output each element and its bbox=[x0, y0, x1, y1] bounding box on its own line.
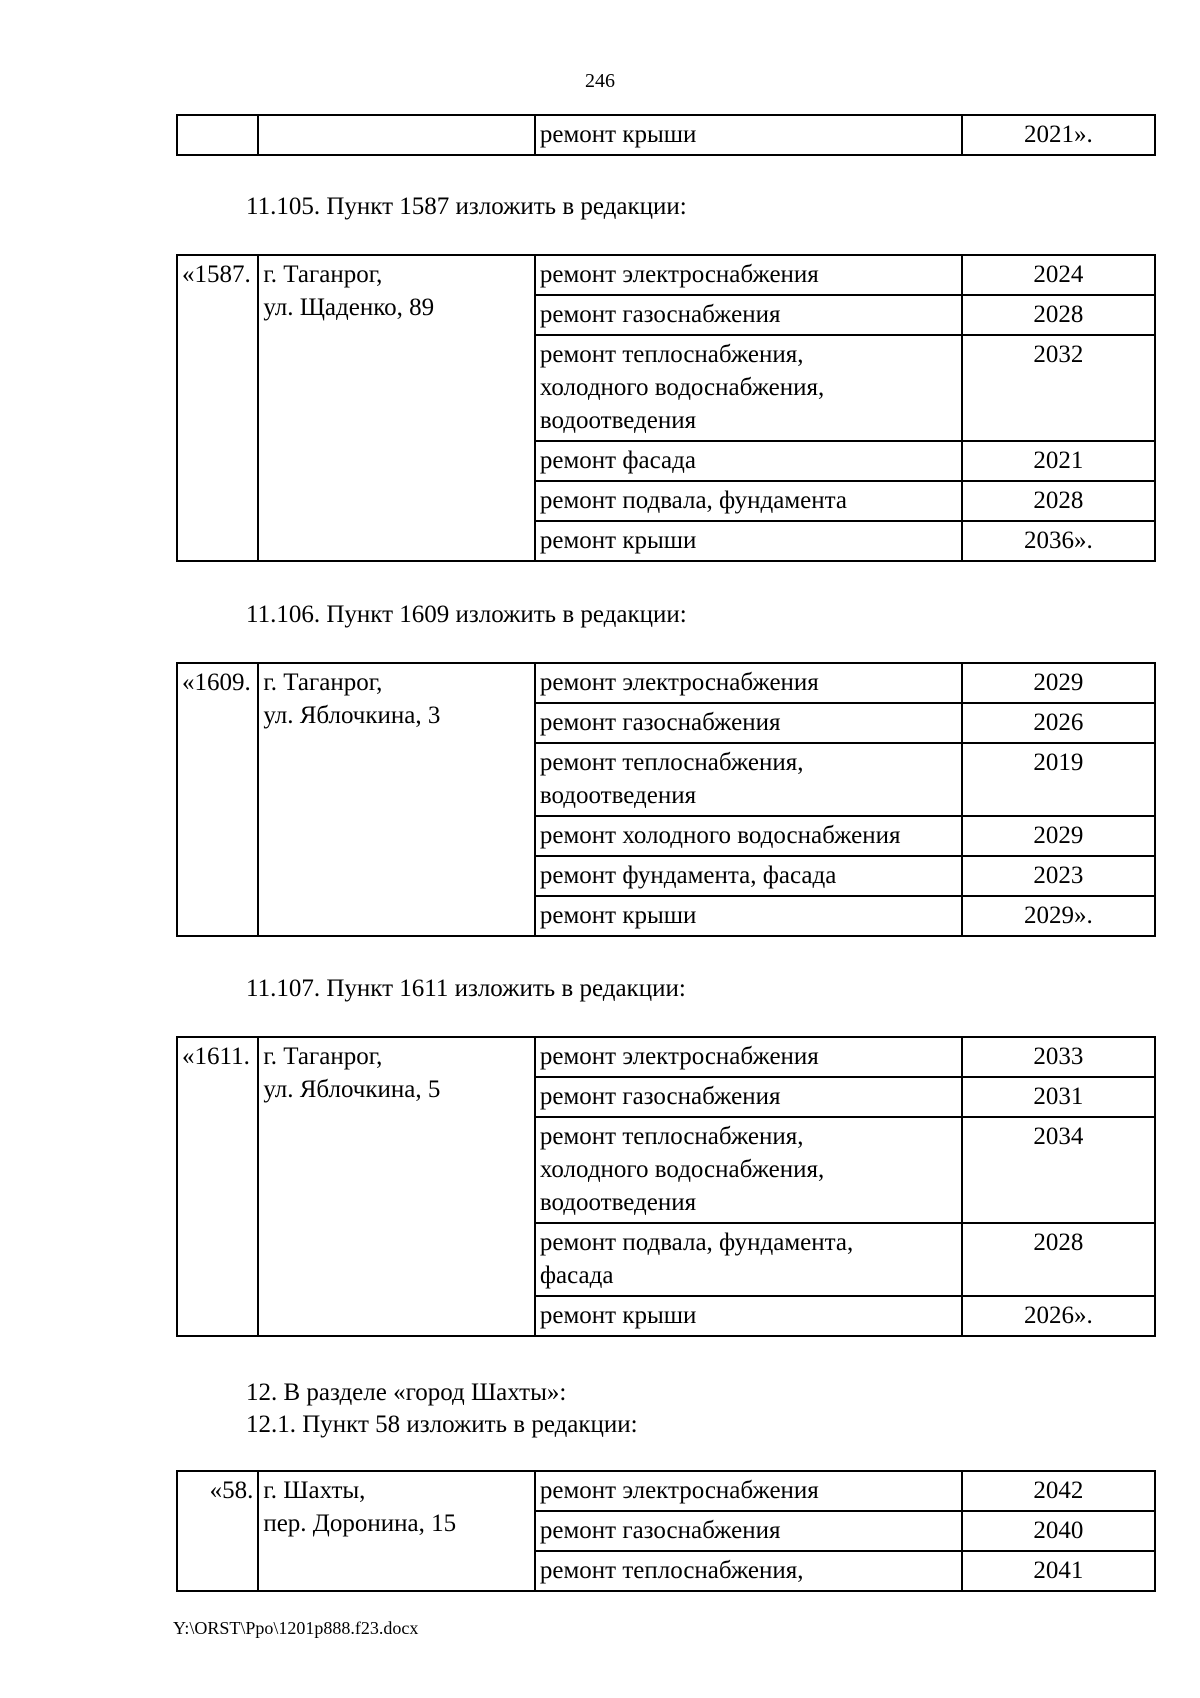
year-cell: 2040 bbox=[962, 1511, 1155, 1551]
year-cell: 2034 bbox=[962, 1117, 1155, 1223]
table-item-1609 bbox=[176, 662, 1156, 937]
year-cell: 2019 bbox=[962, 743, 1155, 816]
year-cell: 2033 bbox=[962, 1037, 1155, 1077]
work-cell: ремонт газоснабжения bbox=[535, 1077, 962, 1117]
work-cell: ремонт теплоснабжения, холодного водоснабжения, водоотведения bbox=[535, 335, 962, 441]
year-cell: 2041 bbox=[962, 1551, 1155, 1591]
year-cell: 2028 bbox=[962, 1223, 1155, 1296]
year-cell: 2042 bbox=[962, 1471, 1155, 1511]
address-cell bbox=[258, 115, 535, 155]
table-row bbox=[177, 255, 1155, 295]
work-cell: ремонт теплоснабжения, водоотведения bbox=[535, 743, 962, 816]
year-cell: 2029 bbox=[962, 663, 1155, 703]
item-address: г. Таганрог, ул. Яблочкина, 3 bbox=[258, 663, 535, 936]
work-cell: ремонт крыши bbox=[535, 521, 962, 561]
work-cell: ремонт фасада bbox=[535, 441, 962, 481]
year-cell: 2036». bbox=[962, 521, 1155, 561]
year-cell: 2026 bbox=[962, 703, 1155, 743]
heading-item-1611: 11.107. Пункт 1611 изложить в редакции: bbox=[246, 975, 686, 1002]
year-cell: 2032 bbox=[962, 335, 1155, 441]
work-cell: ремонт газоснабжения bbox=[535, 703, 962, 743]
work-cell: ремонт газоснабжения bbox=[535, 295, 962, 335]
work-cell: ремонт подвала, фундамента bbox=[535, 481, 962, 521]
year-cell: 2028 bbox=[962, 295, 1155, 335]
work-cell: ремонт теплоснабжения, bbox=[535, 1551, 962, 1591]
year-cell: 2021». bbox=[962, 115, 1155, 155]
year-cell: 2029». bbox=[962, 896, 1155, 936]
item-number: «1587. bbox=[177, 255, 258, 561]
item-number: «1611. bbox=[177, 1037, 258, 1336]
table-row bbox=[177, 1471, 1155, 1511]
table-item-58 bbox=[176, 1470, 1156, 1592]
year-cell: 2021 bbox=[962, 441, 1155, 481]
number-cell bbox=[177, 115, 258, 155]
continuation-table bbox=[176, 114, 1156, 156]
work-cell: ремонт газоснабжения bbox=[535, 1511, 962, 1551]
item-address: г. Шахты, пер. Доронина, 15 bbox=[258, 1471, 535, 1591]
file-path-footer: Y:\ORST\Ppo\1201p888.f23.docx bbox=[173, 1618, 419, 1638]
year-cell: 2028 bbox=[962, 481, 1155, 521]
item-address: г. Таганрог, ул. Щаденко, 89 bbox=[258, 255, 535, 561]
work-cell: ремонт электроснабжения bbox=[535, 1037, 962, 1077]
table-row bbox=[177, 1037, 1155, 1077]
year-cell: 2031 bbox=[962, 1077, 1155, 1117]
heading-item-58: 12.1. Пункт 58 изложить в редакции: bbox=[246, 1411, 638, 1438]
work-cell: ремонт подвала, фундамента, фасада bbox=[535, 1223, 962, 1296]
table-item-1611 bbox=[176, 1036, 1156, 1337]
item-number: «58. bbox=[177, 1471, 258, 1591]
heading-item-1587: 11.105. Пункт 1587 изложить в редакции: bbox=[246, 193, 687, 220]
work-cell: ремонт крыши bbox=[535, 896, 962, 936]
year-cell: 2023 bbox=[962, 856, 1155, 896]
page-number: 246 bbox=[585, 70, 615, 92]
work-cell: ремонт крыши bbox=[535, 1296, 962, 1336]
year-cell: 2024 bbox=[962, 255, 1155, 295]
work-cell: ремонт холодного водоснабжения bbox=[535, 816, 962, 856]
year-cell: 2029 bbox=[962, 816, 1155, 856]
work-cell: ремонт электроснабжения bbox=[535, 255, 962, 295]
table-row bbox=[177, 115, 1155, 155]
work-cell: ремонт крыши bbox=[535, 115, 962, 155]
heading-section-shakhty: 12. В разделе «город Шахты»: bbox=[246, 1379, 567, 1406]
table-item-1587 bbox=[176, 254, 1156, 562]
work-cell: ремонт электроснабжения bbox=[535, 663, 962, 703]
item-number: «1609. bbox=[177, 663, 258, 936]
work-cell: ремонт фундамента, фасада bbox=[535, 856, 962, 896]
work-cell: ремонт электроснабжения bbox=[535, 1471, 962, 1511]
year-cell: 2026». bbox=[962, 1296, 1155, 1336]
table-row bbox=[177, 663, 1155, 703]
heading-item-1609: 11.106. Пункт 1609 изложить в редакции: bbox=[246, 601, 687, 628]
item-address: г. Таганрог, ул. Яблочкина, 5 bbox=[258, 1037, 535, 1336]
work-cell: ремонт теплоснабжения, холодного водоснабжения, водоотведения bbox=[535, 1117, 962, 1223]
